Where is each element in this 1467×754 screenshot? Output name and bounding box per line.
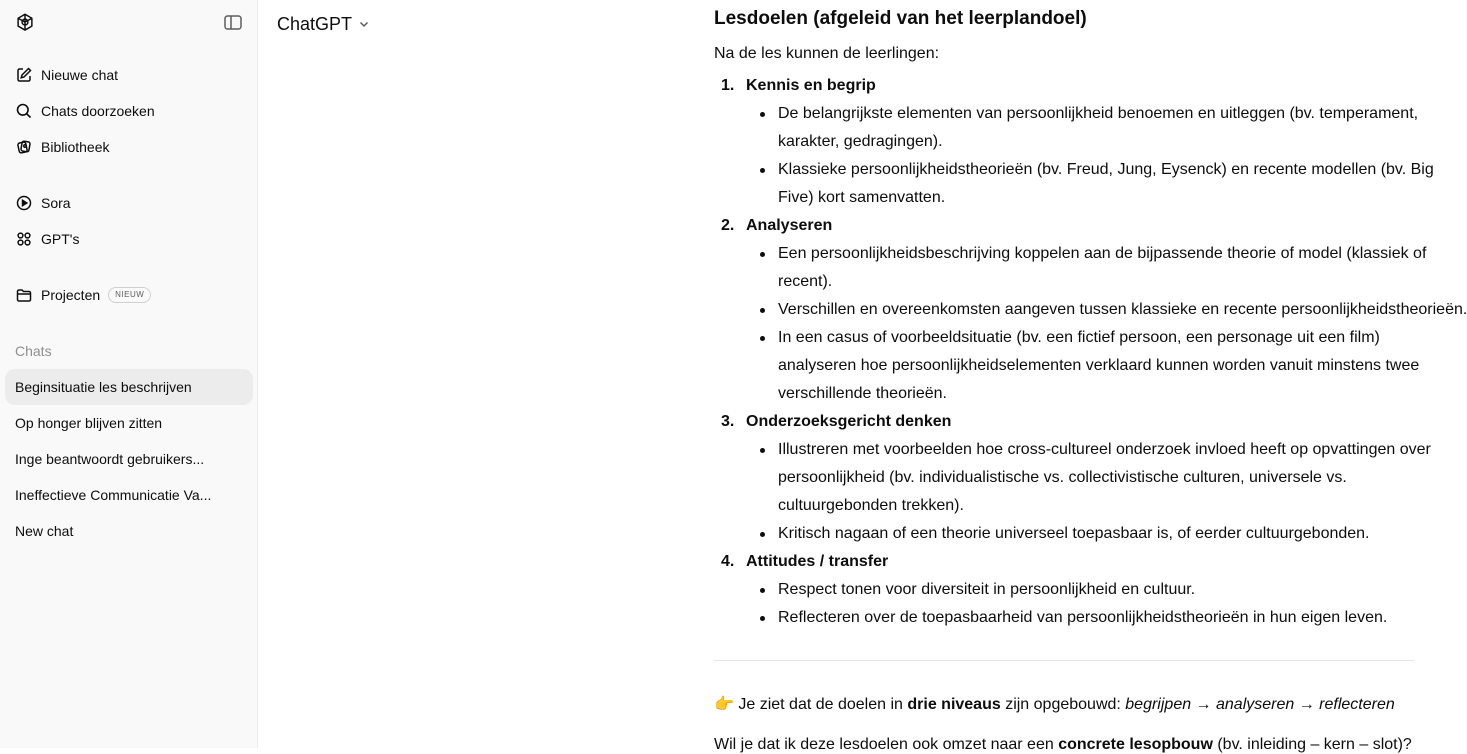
sidebar-item-new-chat[interactable] (5, 57, 253, 93)
list-item-text: Illustreren met voorbeelden hoe cross-cultureel onderzoek invloed heeft op opvattingen over (778, 441, 1431, 458)
bullet-dot (760, 112, 765, 117)
chat-item[interactable]: New chat (15, 523, 74, 539)
list-item-text: recent). (778, 273, 833, 290)
followup-bold: concrete lesopbouw (1058, 736, 1213, 753)
chat-item[interactable]: Inge beantwoordt gebruikers... (15, 451, 205, 467)
sidebar-item-label: Nieuwe chat (41, 67, 119, 83)
chat-item[interactable]: Op honger blijven zitten (15, 415, 163, 431)
bullet-dot (760, 336, 765, 341)
list-item-text: cultuurgebonden trekken). (778, 497, 964, 514)
folder-icon (15, 286, 33, 304)
message-intro: Na de les kunnen de leerlingen: (714, 45, 940, 62)
list-number: 2. (721, 217, 735, 234)
list-item-text: persoonlijkheid (bv. individualistische vs. collectivistische culturen, universele vs. (778, 469, 1347, 486)
list-item-text: Klassieke persoonlijkheidstheorieën (bv. Freud, Jung, Eysenck) en recente modellen (bv. Big (778, 161, 1434, 178)
list-item-text: Reflecteren over de toepasbaarheid van persoonlijkheidstheorieën in hun eigen leven. (778, 609, 1388, 626)
grid-icon (15, 230, 33, 248)
chatgpt-logo-icon[interactable] (14, 12, 36, 34)
list-item-text: Kritisch nagaan of een theorie universeel toepasbaar is, of eerder cultuurgebonden. (778, 525, 1370, 542)
summary-text-mid: zijn opgebouwd: (1000, 696, 1126, 713)
model-selector[interactable] (277, 12, 370, 36)
chats-section-label: Chats (15, 343, 52, 359)
message-heading: Lesdoelen (afgeleid van het leerplandoel) (714, 8, 1087, 29)
library-icon (15, 138, 33, 156)
section-title: Analyseren (746, 217, 833, 234)
bullet-dot (760, 532, 765, 537)
section-title: Attitudes / transfer (746, 553, 889, 570)
list-item-text: analyseren hoe persoonlijkheidselementen verklaard kunnen worden vanuit minstens twee (778, 357, 1420, 374)
bullet-dot (760, 616, 765, 621)
sidebar-item-sora[interactable] (5, 185, 253, 221)
bullet-dot (760, 588, 765, 593)
list-number: 4. (721, 553, 735, 570)
chat-item-active[interactable]: Beginsituatie les beschrijven (5, 369, 253, 405)
section-title: Kennis en begrip (746, 77, 876, 94)
list-item-text: De belangrijkste elementen van persoonlijkheid benoemen en uitleggen (bv. temperament, (778, 105, 1419, 122)
sidebar-item-label: Sora (41, 195, 71, 211)
new-badge: NIEUW (108, 287, 151, 303)
sidebar-item-label: Chats doorzoeken (41, 103, 155, 119)
section-title: Onderzoeksgericht denken (746, 413, 952, 430)
sidebar-item-search-chats[interactable] (5, 93, 253, 129)
new-chat-icon (15, 66, 33, 84)
followup-line (714, 736, 1412, 754)
sidebar-toggle-icon[interactable] (222, 13, 244, 33)
list-item-text: verschillende theorieën. (778, 385, 947, 402)
summary-italic: begrijpen → analyseren → reflecteren (1125, 696, 1395, 713)
sidebar-item-gpts[interactable] (5, 221, 253, 257)
chevron-down-icon (358, 18, 370, 30)
list-item-text: Een persoonlijkheidsbeschrijving koppelen aan de bijpassende theorie of model (klassiek of (778, 245, 1427, 262)
list-item-text: karakter, gedragingen). (778, 133, 943, 150)
play-circle-icon (15, 194, 33, 212)
followup-text: Wil je dat ik deze lesdoelen ook omzet naar een (714, 736, 1059, 753)
divider (714, 660, 1414, 661)
sidebar-item-label: Projecten (41, 287, 101, 303)
summary-text: Je ziet dat de doelen in (733, 696, 908, 713)
list-item-text: Five) kort samenvatten. (778, 189, 946, 206)
model-name: ChatGPT (277, 13, 353, 34)
search-icon (15, 102, 33, 120)
list-number: 3. (721, 413, 735, 430)
sidebar-header (0, 0, 258, 46)
sidebar-item-label: GPT's (41, 231, 80, 247)
list-item-text: Verschillen en overeenkomsten aangeven tussen klassieke en recente persoonlijkheidstheorieën. (778, 301, 1467, 318)
bullet-dot (760, 252, 765, 257)
pointing-hand-emoji: 👉 (714, 696, 734, 713)
sidebar-item-label: Bibliotheek (41, 139, 110, 155)
chat-item[interactable]: Ineffectieve Communicatie Va... (15, 487, 212, 503)
followup-text-end: (bv. inleiding – kern – slot)? (1212, 736, 1412, 753)
assistant-message (714, 0, 1467, 753)
summary-bold: drie niveaus (907, 696, 1001, 713)
bullet-dot (760, 168, 765, 173)
sidebar (0, 0, 258, 748)
list-item-text: Respect tonen voor diversiteit in persoonlijkheid en cultuur. (778, 581, 1196, 598)
summary-line (714, 694, 1395, 714)
bullet-dot (760, 308, 765, 313)
sidebar-item-projects[interactable] (5, 277, 253, 313)
list-number: 1. (721, 77, 735, 94)
list-item-text: In een casus of voorbeeldsituatie (bv. een fictief persoon, een personage uit een film) (778, 329, 1380, 346)
bullet-dot (760, 448, 765, 453)
sidebar-item-library[interactable] (5, 129, 253, 165)
